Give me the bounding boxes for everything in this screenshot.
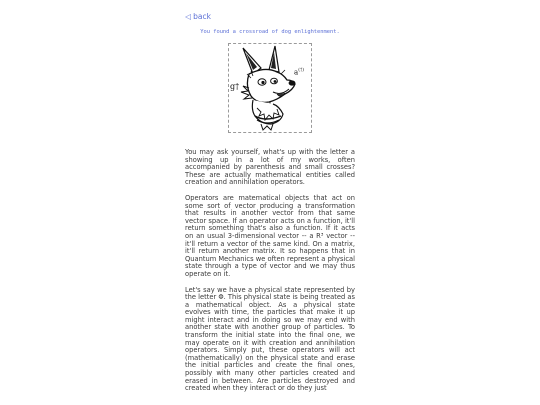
figure-annotation-operator-g: g†: [230, 82, 240, 91]
article-paragraph: You may ask yourself, what's up with the letter a showing up in a lot of my works, often accompanied by parenthesis and small crosses? These are actually mathematical entities called creation and annihilation operators.: [185, 148, 355, 187]
dog-illustration: [228, 43, 312, 133]
back-link[interactable]: ◁ back: [185, 12, 211, 21]
dog-drawing: [229, 44, 311, 132]
article-paragraph: Operators are matematical objects that act on some sort of vector producing a transformation that results in another vector from that same vector space. If an operator acts on a function, it'll return something that's also a function. If it acts on an usual 3-dimensional vector -- a R³ vector -- it'll return a vector of the same kind. On a matrix, it'll return another matrix. It so happens that in Quantum Mechanics we often represent a physical state through a type of vector and we may thus operate on it.: [185, 193, 355, 278]
figure-annotation-operator-a: a(†): [294, 68, 304, 77]
page-tagline: You found a crossroad of dog enlightenment.: [200, 29, 340, 35]
article-body: [185, 149, 355, 401]
article-paragraph: Let's say we have a physical state represented by the letter Φ. This physical state is being treated as a mathematical object. As a physical state evolves with time, the particles that make it up might interact and in doing so we may end with another state with another group of particles. To transform the initial state into the final one, we may operate on it with creation and annihilation operators. Simply put, these operators will act (mathematically) on the physical state and erase the initial particles and create the final ones, possibly with many other particles created and erased in between. Are particles destroyed and created when they interact or do they just: [185, 285, 355, 393]
